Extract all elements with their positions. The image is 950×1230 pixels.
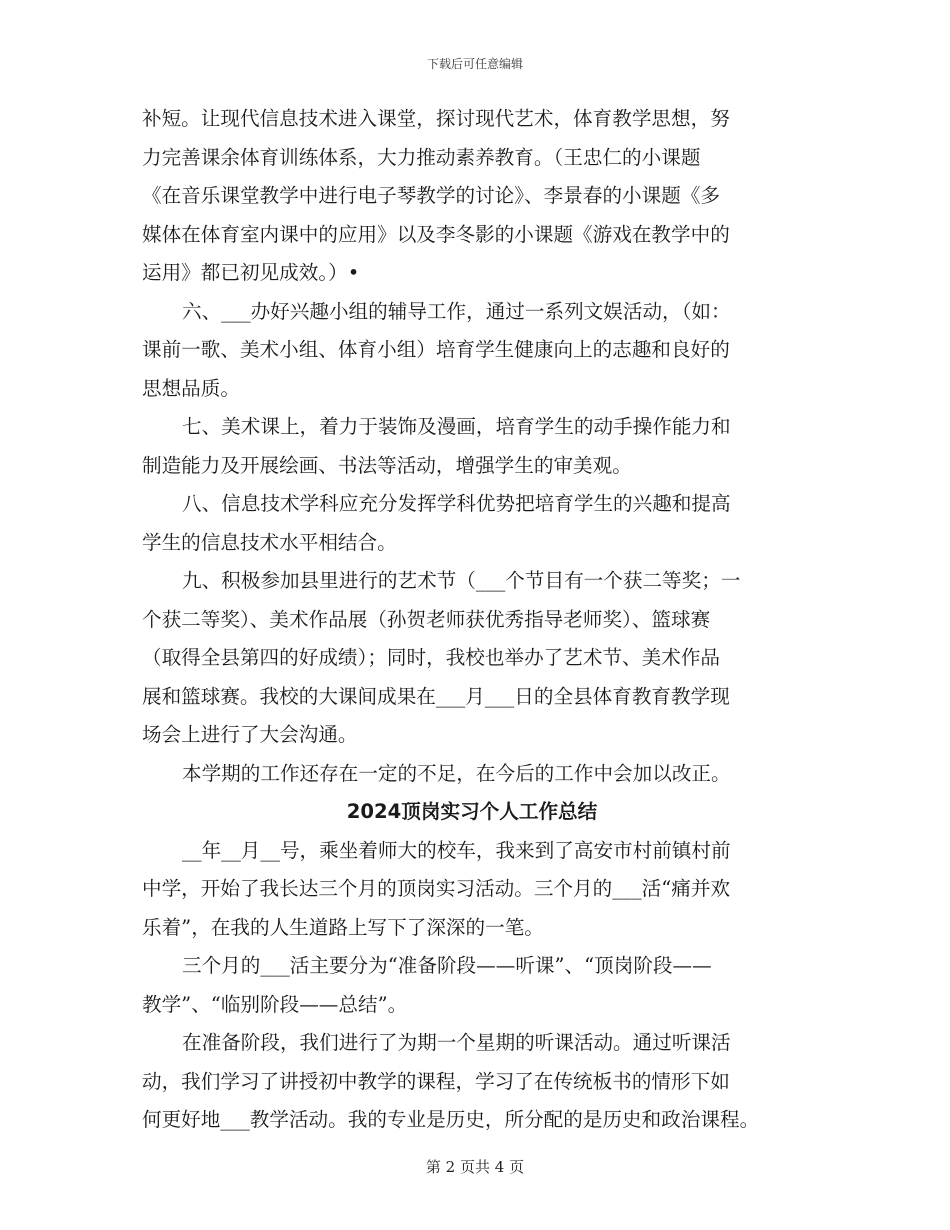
text-line: 九、积极参加县里进行的艺术节（___个节目有一个获二等奖；一 <box>182 569 741 592</box>
text-line: 动，我们学习了讲授初中教学的课程，学习了在传统板书的情形下如 <box>142 1069 730 1093</box>
page-footer: 第 2 页共 4 页 <box>425 1158 525 1176</box>
text-line: 本学期的工作还存在一定的不足，在今后的工作中会加以改正。 <box>182 761 731 785</box>
text-line: 补短。让现代信息技术进入课堂，探讨现代艺术，体育教学思想，努 <box>142 107 730 130</box>
text-line: 个获二等奖）、美术作品展（孙贺老师获优秀指导老师奖）、篮球赛 <box>142 607 711 631</box>
text-line: 中学，开始了我长达三个月的顶岗实习活动。三个月的___活“痛并欢 <box>142 877 731 900</box>
text-line: 运用》都已初见成效。）• <box>142 261 360 284</box>
document-body <box>142 100 802 1140</box>
text-line: 课前一歌、美术小组、体育小组）培育学生健康向上的志趣和良好的 <box>142 338 730 361</box>
text-line: 六、___办好兴趣小组的辅导工作，通过一系列文娱活动，（如： <box>182 299 731 323</box>
text-line: 展和篮球赛。我校的大课间成果在___月___日的全县体育教育教学现 <box>142 684 730 708</box>
text-line: 力完善课余体育训练体系，大力推动素养教育。（王忠仁的小课题 <box>142 145 701 169</box>
text-line: 何更好地___教学活动。我的专业是历史，所分配的是历史和政治课程。 <box>142 1108 760 1131</box>
text-line: 学生的信息技术水平相结合。 <box>142 530 397 554</box>
text-line: 制造能力及开展绘画、书法等活动，增强学生的审美观。 <box>142 453 632 477</box>
text-line: __年__月__号，乘坐着师大的校车，我来到了高安市村前镇村前 <box>182 838 731 862</box>
text-line: 思想品质。 <box>142 376 240 400</box>
text-line: （取得全县第四的好成绩）；同时，我校也举办了艺术节、美术作品 <box>142 646 721 669</box>
text-line: 七、美术课上，着力于装饰及漫画，培育学生的动手操作能力和 <box>182 415 731 438</box>
text-line: 三个月的___活主要分为“准备阶段——听课”、“顶岗阶段—— <box>182 954 712 977</box>
section-title: 2024顶岗实习个人工作总结 <box>346 800 598 823</box>
text-line: 《在音乐课堂教学中进行电子琴教学的讨论》、李景春的小课题《多 <box>142 184 721 207</box>
text-line: 乐着”，在我的人生道路上写下了深深的一笔。 <box>142 915 544 939</box>
text-line: 八、信息技术学科应充分发挥学科优势把培育学生的兴趣和提高 <box>182 492 731 515</box>
text-line: 媒体在体育室内课中的应用》以及李冬影的小课题《游戏在教学中的 <box>142 222 730 246</box>
text-line: 场会上进行了大会沟通。 <box>142 723 358 746</box>
text-line: 教学”、“临别阶段——总结”。 <box>142 992 408 1016</box>
text-line: 在准备阶段，我们进行了为期一个星期的听课活动。通过听课活 <box>182 1031 731 1054</box>
page-header: 下载后可任意编辑 <box>426 57 523 71</box>
